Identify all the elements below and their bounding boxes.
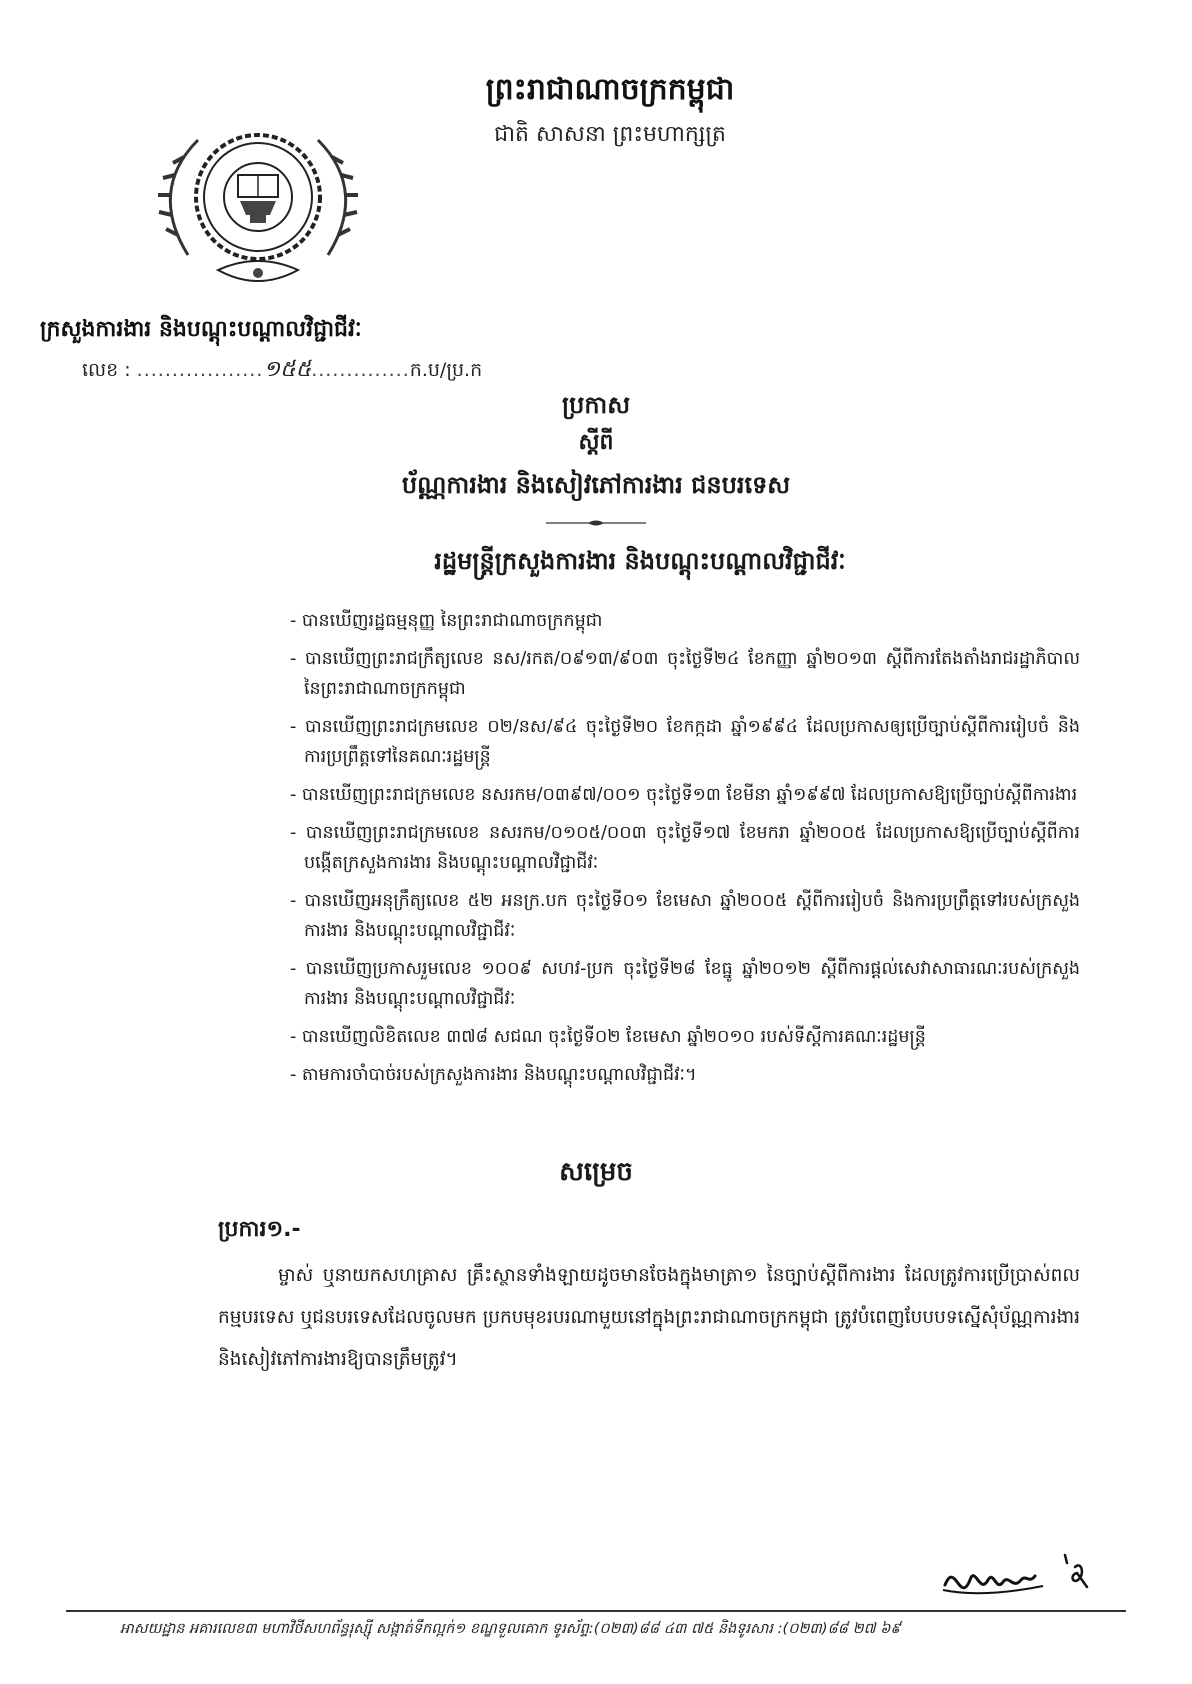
consideration-item: - បានឃើញព្រះរាជក្រឹត្យលេខ នស/រកត/០៩១៣/៩០៣ ចុះថ្ងៃទី២៤ ខែកញ្ញា ឆ្នាំ២០១៣ ស្តីពីការតែងតាំងរាជរដ្ឋាភិបាល នៃព្រះរាជាណាចក្រកម្ពុជា — [290, 644, 1080, 704]
reference-suffix: ក.ប/ប្រ.ក — [409, 359, 483, 381]
ministry-seal-logo — [158, 105, 358, 305]
reference-number: ១៥៥ — [263, 357, 312, 382]
document-type: ប្រកាស — [561, 391, 631, 419]
footer-address: អាសយដ្ឋាន អគារលេខ៣ មហាវិថីសហព័ន្ធរុស្ស៊ី សង្កាត់ទឹកល្អក់១ ខណ្ឌទួលគោក ទូរស័ព្ទ:(០២៣)៨៨ ៤៣ ៧៥ និងទូរសារ :(០២៣)៨៨ ២៧ ៦៩ — [120, 1621, 901, 1637]
title-ornament — [546, 518, 646, 528]
national-motto: ជាតិ សាសនា ព្រះមហាក្សត្រ — [494, 122, 726, 147]
document-subject: ប័ណ្ណការងារ និងសៀវភៅការងារ ជនបរទេស — [401, 471, 791, 499]
reference-dots: .............. — [311, 359, 410, 381]
ministry-name: ក្រសួងការងារ និងបណ្តុះបណ្តាលវិជ្ជាជីវៈ — [40, 317, 362, 342]
consideration-item: - បានឃើញព្រះរាជក្រមលេខ ០២/នស/៩៤ ចុះថ្ងៃទី២០ ខែកក្កដា ឆ្នាំ១៩៩៤ ដែលប្រកាសឲ្យប្រើច្បាប់ស្តីពីការរៀបចំ និងការប្រព្រឹត្តទៅនៃគណៈរដ្ឋមន្ត្រី — [290, 712, 1080, 772]
consideration-item: - បានឃើញលិខិតលេខ ៣៧៨ សជណ ចុះថ្ងៃទី០២ ខែមេសា ឆ្នាំ២០១០ របស់ទីស្តីការគណៈរដ្ឋមន្ត្រី — [290, 1022, 1080, 1052]
article-1-body: ម្ចាស់ ឬនាយកសហគ្រាស គ្រឹះស្ថានទាំងឡាយដូចមានចែងក្នុងមាត្រា១ នៃច្បាប់ស្តីពីការងារ ដែលត្រូវការប្រើប្រាស់ពលកម្មបរទេស ឬជនបរទេសដែលចូលមក ប្រកបមុខរបរណាមួយនៅក្នុងព្រះរាជាណាចក្រកម្ពុជា ត្រូវបំពេញបែបបទស្នើសុំប័ណ្ណការងារ និងសៀវភៅការងារឱ្យបានត្រឹមត្រូវ។ — [218, 1265, 1080, 1370]
consideration-item: - បានឃើញអនុក្រឹត្យលេខ ៥២ អនក្រ.បក ចុះថ្ងៃទី០១ ខែមេសា ឆ្នាំ២០០៥ ស្តីពីការរៀបចំ និងការប្រព្រឹត្តទៅរបស់ក្រសួងការងារ និងបណ្តុះបណ្តាលវិជ្ជាជីវៈ — [290, 886, 1080, 946]
reference-label: លេខ : — [82, 359, 131, 381]
consideration-item: - បានឃើញព្រះរាជក្រមលេខ នសរកម/០៣៩៧/០០១ ចុះថ្ងៃទី១៣ ខែមីនា ឆ្នាំ១៩៩៧ ដែលប្រកាសឱ្យប្រើច្បាប់ស្តីពីការងារ — [290, 780, 1080, 810]
consideration-item: - បានឃើញរដ្ឋធម្មនុញ្ញ នៃព្រះរាជាណាចក្រកម្ពុជា — [290, 606, 1080, 636]
reference-dots: .................. — [136, 359, 264, 381]
footer-divider — [66, 1610, 1126, 1612]
kingdom-title: ព្រះរាជាណាចក្រកម្ពុជា — [485, 72, 735, 107]
reference-number-line — [82, 355, 482, 387]
consideration-item: - តាមការចាំបាច់របស់ក្រសួងការងារ និងបណ្តុះបណ្តាលវិជ្ជាជីវៈ។ — [290, 1060, 1080, 1090]
decision-heading: សម្រេច — [559, 1157, 633, 1187]
signature-initials — [935, 1545, 1105, 1605]
document-about: ស្តីពី — [578, 430, 614, 455]
consideration-item: - បានឃើញប្រកាសរួមលេខ ១០០៩ សហវ-ប្រក ចុះថ្ងៃទី២៨ ខែធ្នូ ឆ្នាំ២០១២ ស្តីពីការផ្តល់សេវាសាធារណៈរបស់ក្រសួងការងារ និងបណ្តុះបណ្តាលវិជ្ជាជីវៈ — [290, 954, 1080, 1014]
considerations-list — [290, 606, 1080, 1098]
article-1-heading: ប្រការ១.- — [218, 1217, 301, 1242]
consideration-item: - បានឃើញព្រះរាជក្រមលេខ នសរកម/០១០៥/០០៣ ចុះថ្ងៃទី១៧ ខែមករា ឆ្នាំ២០០៥ ដែលប្រកាសឱ្យប្រើច្បាប់ស្តីពីការបង្កើតក្រសួងការងារ និងបណ្តុះបណ្តាលវិជ្ជាជីវៈ — [290, 818, 1080, 878]
issuer-title: រដ្ឋមន្ត្រីក្រសួងការងារ និងបណ្តុះបណ្តាលវិជ្ជាជីវៈ — [434, 547, 846, 575]
